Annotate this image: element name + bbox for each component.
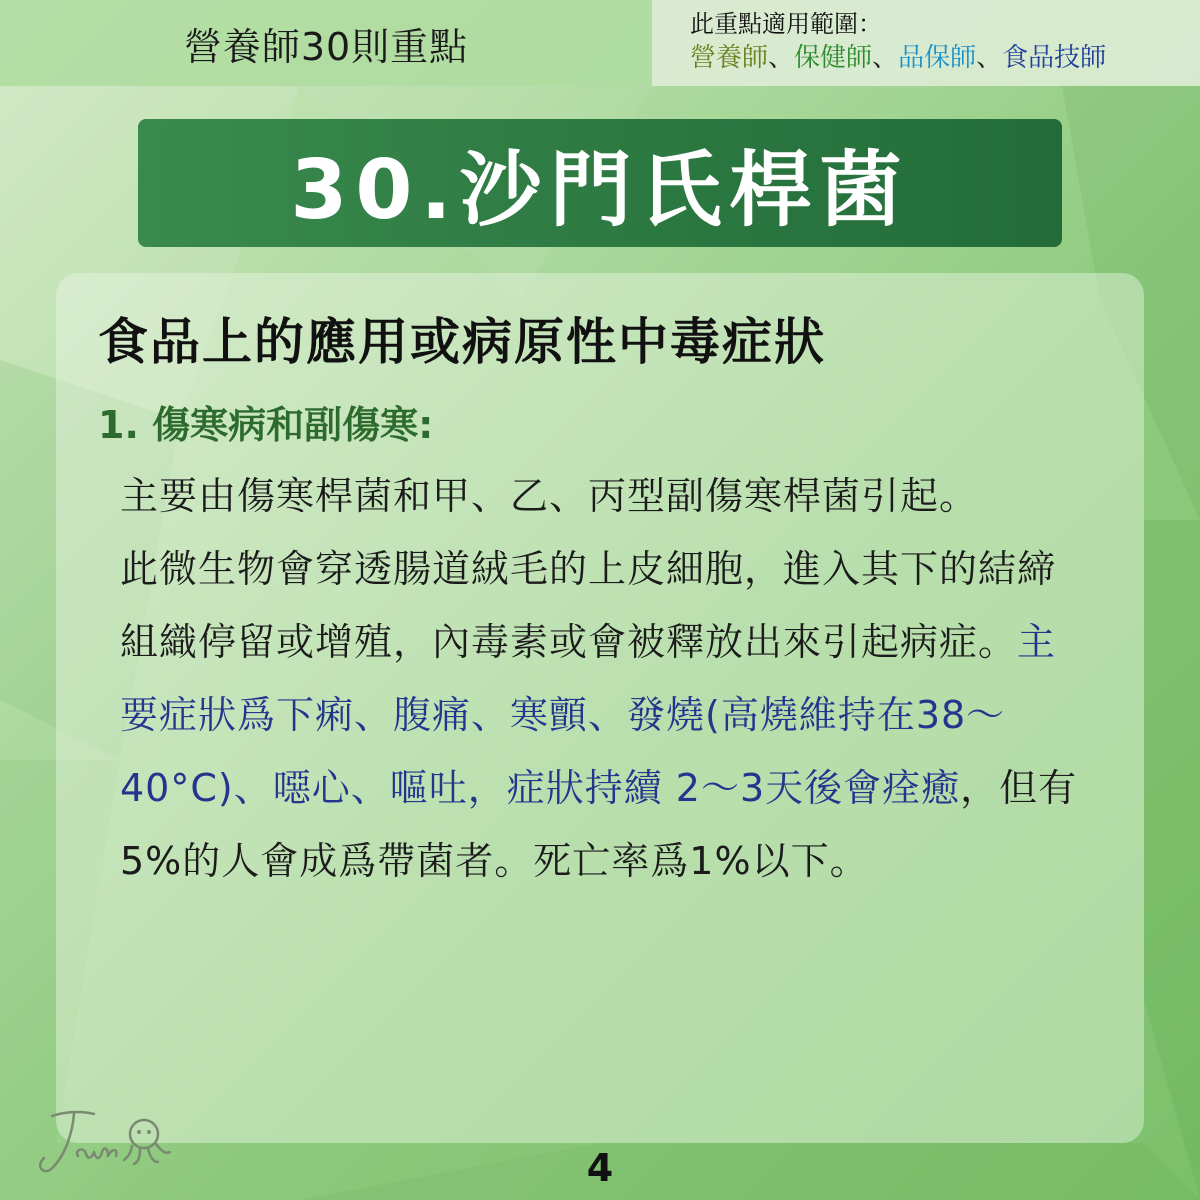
highlighted-text: 主要症狀爲下痢、腹痛、寒顫、發燒(高燒維持在38～40°C)、噁心、嘔吐，症狀持續 2～3天後會痊癒	[120, 620, 1057, 810]
scope-item: 食品技師	[1002, 43, 1107, 73]
body-segment: ，但有5%的人會成爲帶菌者。死亡率爲1%以下。	[120, 766, 1078, 883]
header-scope-panel	[652, 0, 1200, 86]
page-title: 30.沙門氏桿菌	[290, 142, 910, 238]
scope-item: 品保師	[898, 43, 977, 73]
item-heading: 1. 傷寒病和副傷寒:	[98, 403, 434, 447]
scope-item: 保健師	[794, 43, 873, 73]
body-segment: 主要由傷寒桿菌和甲、乙、丙型副傷寒桿菌引起。	[120, 474, 979, 518]
scope-separator: 、	[768, 43, 795, 73]
scope-list	[690, 40, 1200, 76]
page-number: 4	[586, 1146, 614, 1190]
scope-label: 此重點適用範圍：	[690, 10, 882, 38]
header-series-title	[0, 0, 652, 86]
scope-separator: 、	[872, 43, 899, 73]
title-banner	[138, 119, 1062, 247]
series-title-text: 營養師30則重點	[183, 24, 469, 69]
paragraph	[120, 460, 1080, 533]
scope-separator: 、	[976, 43, 1003, 73]
paragraph	[120, 533, 1080, 898]
scope-item: 營養師	[690, 43, 769, 73]
body-text	[120, 460, 1080, 898]
body-segment: 此微生物會穿透腸道絨毛的上皮細胞，進入其下的結締組織停留或增殖，內毒素或會被釋放出來引起病症。	[120, 547, 1057, 664]
section-heading: 食品上的應用或病原性中毒症狀	[98, 313, 826, 371]
